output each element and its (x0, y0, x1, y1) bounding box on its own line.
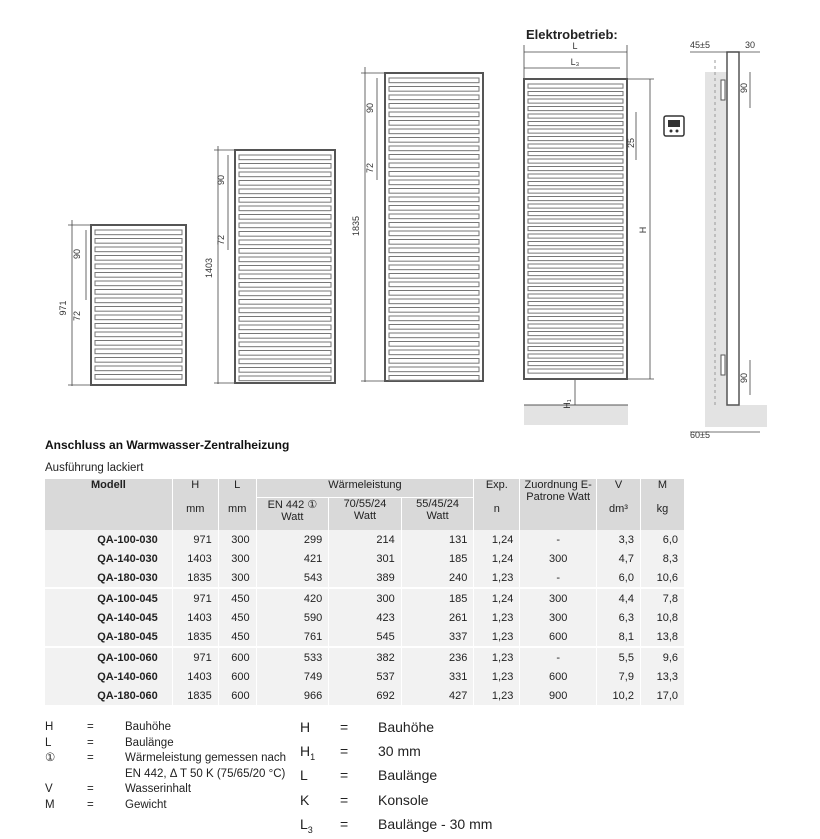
cell-exp: 1,24 (474, 549, 520, 568)
table-row (45, 608, 685, 627)
cell-v: 8,1 (597, 627, 641, 647)
col-m: M kg (640, 479, 684, 530)
legend-key: ① (45, 752, 56, 764)
col-554524: 55/45/24 Watt (401, 498, 474, 531)
dim-1835: 1835 (351, 215, 361, 237)
cell-en442: 543 (256, 568, 329, 588)
legend-right-item (300, 766, 492, 790)
dim-90-side-bottom: 90 (739, 372, 749, 384)
cell-h: 971 (172, 647, 218, 667)
cell-w55: 236 (401, 647, 474, 667)
radiator-large (385, 73, 483, 381)
cell-epatrone: 900 (520, 686, 597, 705)
legend-key-text: K (300, 791, 310, 808)
cell-modell: QA-100-045 (45, 588, 172, 608)
legend-value: Bauhöhe (378, 719, 435, 735)
dim-90-r1: 90 (72, 248, 82, 260)
cell-modell: QA-100-030 (45, 530, 172, 549)
cell-h: 1403 (172, 608, 218, 627)
table-row (45, 568, 685, 588)
cell-m: 10,8 (640, 608, 684, 627)
legend-eq: = (87, 721, 94, 733)
col-epatrone: Zuordnung E-Patrone Watt (520, 479, 597, 530)
cell-v: 4,4 (597, 588, 641, 608)
cell-l: 300 (218, 568, 256, 588)
legend-key: V (45, 783, 53, 795)
legend-right-item (300, 791, 492, 815)
cell-v: 10,2 (597, 686, 641, 705)
cell-exp: 1,23 (474, 667, 520, 686)
cell-h: 1835 (172, 686, 218, 705)
legend-eq: = (340, 815, 349, 832)
legend-eq: = (340, 767, 349, 784)
dim-30: 30 (744, 40, 756, 50)
cell-en442: 299 (256, 530, 329, 549)
cell-epatrone: - (520, 647, 597, 667)
cell-w70: 382 (329, 647, 402, 667)
cell-en442: 966 (256, 686, 329, 705)
legend-value: Gewicht (125, 798, 167, 811)
cell-exp: 1,24 (474, 588, 520, 608)
cell-w70: 301 (329, 549, 402, 568)
cell-w70: 214 (329, 530, 402, 549)
thermostat-icon (664, 116, 684, 136)
col-waermeleistung: Wärmeleistung (256, 479, 474, 498)
dim-H1: H₁ (562, 399, 572, 409)
legend-value: Baulänge (125, 736, 174, 749)
cell-exp: 1,23 (474, 568, 520, 588)
cell-v: 3,3 (597, 530, 641, 549)
spec-table (45, 479, 685, 705)
legend-right-item (300, 742, 492, 766)
legend-eq: = (340, 719, 349, 735)
legend-key: L (45, 736, 52, 749)
table-row (45, 530, 685, 549)
legend-key (45, 767, 87, 783)
legend-key-text: L (300, 815, 308, 832)
cell-m: 17,0 (640, 686, 684, 705)
dim-90-r3: 90 (365, 102, 375, 114)
side-view (705, 52, 767, 427)
table-row (45, 647, 685, 667)
col-modell: Modell (45, 479, 172, 530)
cell-modell: QA-140-060 (45, 667, 172, 686)
cell-v: 5,5 (597, 647, 641, 667)
cell-en442: 420 (256, 588, 329, 608)
col-l: L mm (218, 479, 256, 530)
legend-eq: = (87, 752, 94, 764)
radiator-medium (235, 150, 335, 383)
cell-modell: QA-100-060 (45, 647, 172, 667)
cell-modell: QA-180-060 (45, 686, 172, 705)
cell-v: 4,7 (597, 549, 641, 568)
dim-72-r1: 72 (72, 310, 82, 322)
legend-eq (87, 767, 125, 783)
cell-h: 1835 (172, 568, 218, 588)
cell-w55: 261 (401, 608, 474, 627)
table-row (45, 588, 685, 608)
dim-90-r2: 90 (216, 174, 226, 186)
table-row (45, 549, 685, 568)
cell-epatrone: 300 (520, 588, 597, 608)
cell-w55: 185 (401, 549, 474, 568)
legend-key (300, 718, 340, 742)
legend-key-sub: 1 (310, 752, 316, 762)
dim-971: 971 (58, 300, 68, 316)
cell-v: 7,9 (597, 667, 641, 686)
cell-w55: 240 (401, 568, 474, 588)
cell-m: 9,6 (640, 647, 684, 667)
cell-w70: 545 (329, 627, 402, 647)
cell-w70: 389 (329, 568, 402, 588)
cell-en442: 590 (256, 608, 329, 627)
legend-eq: = (340, 743, 349, 760)
cell-l: 450 (218, 588, 256, 608)
cell-epatrone: - (520, 568, 597, 588)
cell-w55: 337 (401, 627, 474, 647)
cell-w55: 331 (401, 667, 474, 686)
dim-90-side-top: 90 (739, 82, 749, 94)
legend-key (300, 791, 340, 815)
dim-25: 25 (626, 137, 636, 149)
legend-key-text: H (300, 743, 311, 760)
dim-L3: L₃ (570, 57, 580, 67)
cell-m: 8,3 (640, 549, 684, 568)
legend-eq: = (340, 791, 349, 808)
legend-key (300, 815, 340, 839)
cell-modell: QA-140-045 (45, 608, 172, 627)
table-row (45, 627, 685, 647)
cell-h: 971 (172, 588, 218, 608)
legend-right-item (300, 815, 492, 839)
section-title: Anschluss an Warmwasser-Zentralheizung (45, 438, 290, 452)
legend-right (300, 718, 492, 839)
legend-value: Wasserinhalt (125, 783, 192, 795)
legend-value: Bauhöhe (125, 721, 172, 733)
cell-h: 1835 (172, 627, 218, 647)
table-row (45, 686, 685, 705)
legend-key: M (45, 798, 55, 811)
cell-exp: 1,23 (474, 686, 520, 705)
cell-epatrone: 600 (520, 627, 597, 647)
table-row (45, 667, 685, 686)
cell-en442: 761 (256, 627, 329, 647)
cell-m: 6,0 (640, 530, 684, 549)
legend-key-text: H (300, 719, 311, 735)
cell-en442: 533 (256, 647, 329, 667)
legend-right-item (300, 718, 492, 742)
cell-epatrone: 600 (520, 667, 597, 686)
legend-key: H (45, 721, 54, 733)
cell-m: 10,6 (640, 568, 684, 588)
cell-modell: QA-180-030 (45, 568, 172, 588)
cell-en442: 421 (256, 549, 329, 568)
cell-m: 13,3 (640, 667, 684, 686)
cell-l: 450 (218, 627, 256, 647)
cell-modell: QA-140-030 (45, 549, 172, 568)
legend-key-text: L (300, 767, 308, 784)
cell-exp: 1,24 (474, 530, 520, 549)
cell-m: 13,8 (640, 627, 684, 647)
cell-epatrone: 300 (520, 549, 597, 568)
legend-value: 30 mm (378, 743, 421, 760)
cell-l: 600 (218, 667, 256, 686)
legend-eq: = (87, 798, 94, 811)
cell-w70: 692 (329, 686, 402, 705)
dim-60: 60±5 (690, 430, 710, 440)
cell-v: 6,3 (597, 608, 641, 627)
legend-key-sub: 3 (307, 824, 313, 835)
cell-w55: 427 (401, 686, 474, 705)
col-v: V dm³ (597, 479, 641, 530)
cell-w70: 423 (329, 608, 402, 627)
legend-key (300, 766, 340, 790)
cell-exp: 1,23 (474, 647, 520, 667)
legend-value: Konsole (378, 791, 429, 808)
cell-epatrone: - (520, 530, 597, 549)
legend-value: Wärmeleistung gemessen nach (125, 752, 287, 764)
col-h: H mm (172, 479, 218, 530)
elektro-heading: Elektrobetrieb: (526, 27, 618, 42)
cell-w55: 131 (401, 530, 474, 549)
cell-l: 600 (218, 686, 256, 705)
legend-value: Baulänge (378, 767, 438, 784)
cell-w55: 185 (401, 588, 474, 608)
legend-value: Baulänge - 30 mm (378, 815, 493, 832)
col-705524: 70/55/24 Watt (329, 498, 402, 531)
cell-l: 450 (218, 608, 256, 627)
dim-1403: 1403 (204, 257, 214, 279)
cell-h: 1403 (172, 549, 218, 568)
dim-L: L (572, 41, 578, 51)
cell-w70: 300 (329, 588, 402, 608)
cell-m: 7,8 (640, 588, 684, 608)
dim-45: 45±5 (690, 40, 710, 50)
cell-l: 300 (218, 549, 256, 568)
radiator-small (91, 225, 186, 385)
cell-v: 6,0 (597, 568, 641, 588)
col-exp: Exp. n (474, 479, 520, 530)
cell-h: 971 (172, 530, 218, 549)
legend-eq: = (87, 783, 94, 795)
sub-title: Ausführung lackiert (45, 462, 144, 474)
cell-modell: QA-180-045 (45, 627, 172, 647)
radiator-elektro (524, 79, 628, 425)
cell-h: 1403 (172, 667, 218, 686)
cell-en442: 749 (256, 667, 329, 686)
dim-72-r3: 72 (365, 162, 375, 174)
cell-w70: 537 (329, 667, 402, 686)
col-en442: EN 442 ① Watt (256, 498, 329, 531)
cell-l: 300 (218, 530, 256, 549)
cell-exp: 1,23 (474, 608, 520, 627)
legend-value: EN 442, Δ T 50 K (75/65/20 °C) (125, 767, 286, 780)
legend-key (300, 742, 340, 766)
cell-epatrone: 300 (520, 608, 597, 627)
dim-72-r2: 72 (216, 234, 226, 246)
dim-H: H (638, 226, 648, 234)
cell-exp: 1,23 (474, 627, 520, 647)
cell-l: 600 (218, 647, 256, 667)
legend-eq: = (87, 736, 94, 749)
